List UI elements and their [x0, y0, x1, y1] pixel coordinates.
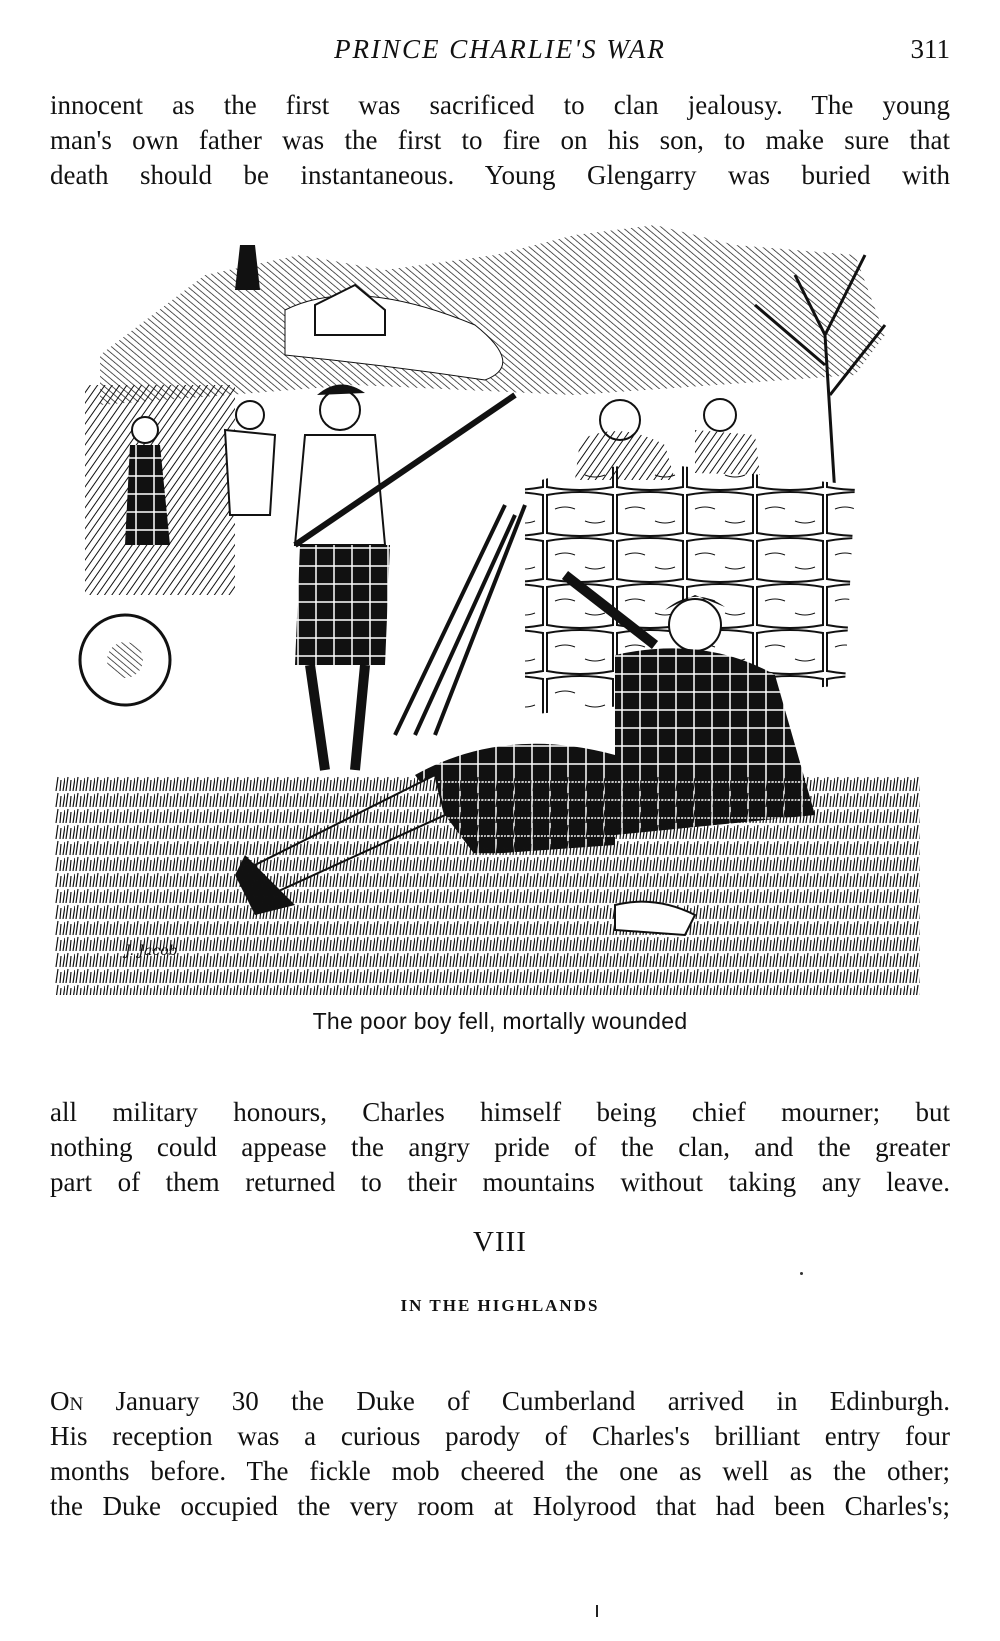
chimney — [235, 245, 260, 290]
text-line-first — [50, 1384, 950, 1419]
man-behind-wall — [695, 399, 760, 475]
targe-boss — [107, 642, 143, 678]
grass — [55, 775, 920, 995]
artist-signature: J. Jacob — [125, 943, 178, 959]
text-line: innocent as the first was sacrificed to clan jealousy. The young — [50, 90, 950, 120]
chapter-title: IN THE HIGHLANDS — [400, 1296, 600, 1315]
paragraph-chapter-opening — [50, 1384, 950, 1524]
print-speck — [800, 1272, 803, 1275]
text-line: months before. The fickle mob cheered the one as well as the other; — [50, 1456, 950, 1486]
paragraph-top — [50, 88, 950, 193]
text-line: nothing could appease the angry pride of the clan, and the greater — [50, 1132, 950, 1162]
figure-caption: The poor boy fell, mortally wounded — [312, 1008, 688, 1034]
printer-mark — [596, 1605, 598, 1617]
illustration-drawing — [55, 215, 920, 995]
text-line: part of them returned to their mountains without taking any leave. — [50, 1167, 950, 1197]
text-line: man's own father was the first to fire on his son, to make sure that — [50, 125, 950, 155]
running-title: PRINCE CHARLIE'S WAR — [334, 34, 666, 64]
text-line: death should be instantaneous. Young Glengarry was buried with — [50, 160, 950, 190]
stacked-muskets — [395, 505, 525, 735]
text-line: the Duke occupied the very room at Holyrood that had been Charles's; — [50, 1491, 950, 1521]
running-head — [50, 32, 950, 68]
illustration — [55, 215, 920, 995]
first-line-rest: January 30 the Duke of Cumberland arrived in Edinburgh. — [83, 1386, 950, 1416]
text-line: His reception was a curious parody of Charles's brilliant entry four — [50, 1421, 950, 1451]
paragraph-middle — [50, 1095, 950, 1200]
text-line: all military honours, Charles himself being chief mourner; but — [50, 1097, 950, 1127]
old-man-behind-wall — [575, 400, 675, 480]
opening-word: On — [50, 1386, 84, 1416]
chapter-number: VIII — [473, 1226, 527, 1258]
page-number: 311 — [910, 34, 950, 64]
